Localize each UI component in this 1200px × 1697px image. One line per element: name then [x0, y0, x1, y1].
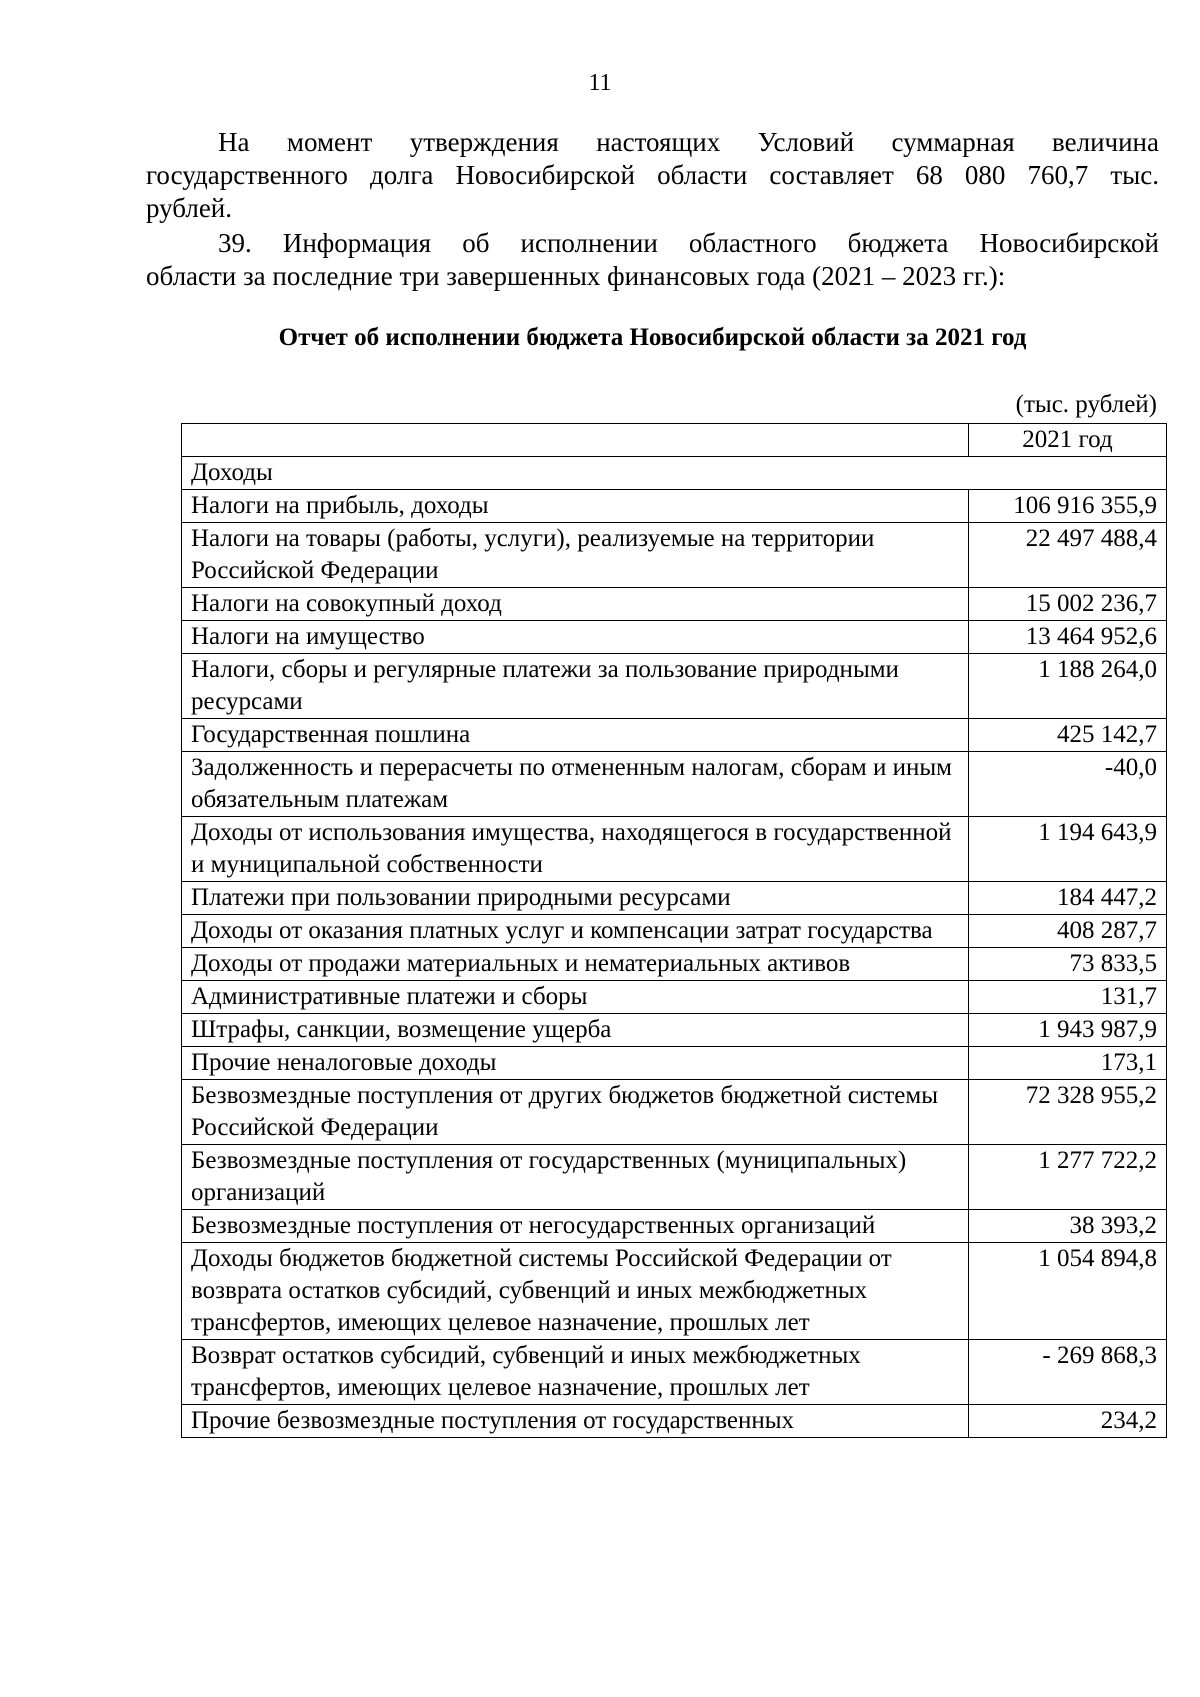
row-value: 173,1	[969, 1047, 1167, 1080]
row-label: Налоги, сборы и регулярные платежи за пользование природными ресурсами	[182, 654, 969, 719]
table-row	[182, 588, 1167, 621]
row-label: Безвозмездные поступления от негосударственных организаций	[182, 1210, 969, 1243]
table-row	[182, 621, 1167, 654]
table-row	[182, 915, 1167, 948]
row-value: 1 943 987,9	[969, 1014, 1167, 1047]
row-label: Задолженность и перерасчеты по отмененным налогам, сборам и иным обязательным платежам	[182, 752, 969, 817]
row-value: 1 194 643,9	[969, 817, 1167, 882]
table-row	[182, 1210, 1167, 1243]
row-value: 184 447,2	[969, 882, 1167, 915]
table-row	[182, 1340, 1167, 1405]
table-row	[182, 1243, 1167, 1340]
section-label: Доходы	[182, 457, 1167, 490]
row-value: 38 393,2	[969, 1210, 1167, 1243]
row-label: Государственная пошлина	[182, 719, 969, 752]
row-value: 131,7	[969, 981, 1167, 1014]
row-label: Доходы от оказания платных услуг и компенсации затрат государства	[182, 915, 969, 948]
row-label: Административные платежи и сборы	[182, 981, 969, 1014]
section-row	[182, 457, 1167, 490]
table-header-row	[182, 424, 1167, 457]
table-row	[182, 523, 1167, 588]
table-row	[182, 490, 1167, 523]
debt-paragraph	[146, 126, 1159, 225]
debt-paragraph-line-1: На момент утверждения настоящих Условий суммарная величина	[218, 127, 1159, 157]
row-value: 15 002 236,7	[969, 588, 1167, 621]
report-title: Отчет об исполнении бюджета Новосибирской области за 2021 год	[278, 324, 1027, 351]
row-label: Налоги на товары (работы, услуги), реализуемые на территории Российской Федерации	[182, 523, 969, 588]
table-row	[182, 719, 1167, 752]
table-row	[182, 882, 1167, 915]
row-label: Безвозмездные поступления от других бюджетов бюджетной системы Российской Федерации	[182, 1080, 969, 1145]
table-row	[182, 1080, 1167, 1145]
row-label: Возврат остатков субсидий, субвенций и иных межбюджетных трансфертов, имеющих целевое назначение, прошлых лет	[182, 1340, 969, 1405]
row-value: - 269 868,3	[969, 1340, 1167, 1405]
row-value: 13 464 952,6	[969, 621, 1167, 654]
row-value: 106 916 355,9	[969, 490, 1167, 523]
budget-info-paragraph-line-1: 39. Информация об исполнении областного бюджета Новосибирской	[218, 228, 1159, 258]
row-label: Налоги на совокупный доход	[182, 588, 969, 621]
row-label: Доходы от использования имущества, находящегося в государственной и муниципальной собственности	[182, 817, 969, 882]
table-row	[182, 1047, 1167, 1080]
row-value: 1 277 722,2	[969, 1145, 1167, 1210]
budget-info-paragraph-line-2: области за последние три завершенных финансовых года (2021 – 2023 гг.):	[146, 261, 1006, 291]
table-row	[182, 752, 1167, 817]
table-row	[182, 817, 1167, 882]
table-header-year: 2021 год	[969, 424, 1167, 457]
row-label: Налоги на прибыль, доходы	[182, 490, 969, 523]
row-label: Штрафы, санкции, возмещение ущерба	[182, 1014, 969, 1047]
page-number: 11	[588, 70, 612, 96]
row-label: Доходы бюджетов бюджетной системы Российской Федерации от возврата остатков субсидий, субвенций и иных межбюджетных трансфертов, имеющих целевое назначение, прошлых лет	[182, 1243, 969, 1340]
row-label: Прочие неналоговые доходы	[182, 1047, 969, 1080]
budget-table	[181, 423, 1167, 1438]
table-row	[182, 654, 1167, 719]
debt-paragraph-line-3: рублей.	[146, 193, 233, 223]
row-label: Платежи при пользовании природными ресурсами	[182, 882, 969, 915]
table-row	[182, 1145, 1167, 1210]
units-label: (тыс. рублей)	[1015, 391, 1157, 418]
row-label: Безвозмездные поступления от государственных (муниципальных) организаций	[182, 1145, 969, 1210]
debt-paragraph-line-2: государственного долга Новосибирской области составляет 68 080 760,7 тыс.	[146, 160, 1159, 190]
row-label: Налоги на имущество	[182, 621, 969, 654]
row-value: 73 833,5	[969, 948, 1167, 981]
row-label: Доходы от продажи материальных и нематериальных активов	[182, 948, 969, 981]
row-value: 22 497 488,4	[969, 523, 1167, 588]
row-label: Прочие безвозмездные поступления от государственных	[182, 1405, 969, 1438]
row-value: 1 054 894,8	[969, 1243, 1167, 1340]
row-value: 72 328 955,2	[969, 1080, 1167, 1145]
row-value: 408 287,7	[969, 915, 1167, 948]
row-value: 234,2	[969, 1405, 1167, 1438]
table-header-empty-cell	[182, 424, 969, 457]
row-value: 1 188 264,0	[969, 654, 1167, 719]
budget-info-paragraph	[146, 227, 1159, 293]
row-value: -40,0	[969, 752, 1167, 817]
table-row	[182, 1405, 1167, 1438]
table-row	[182, 948, 1167, 981]
table-row	[182, 981, 1167, 1014]
table-row	[182, 1014, 1167, 1047]
row-value: 425 142,7	[969, 719, 1167, 752]
budget-table-body	[182, 424, 1167, 1438]
